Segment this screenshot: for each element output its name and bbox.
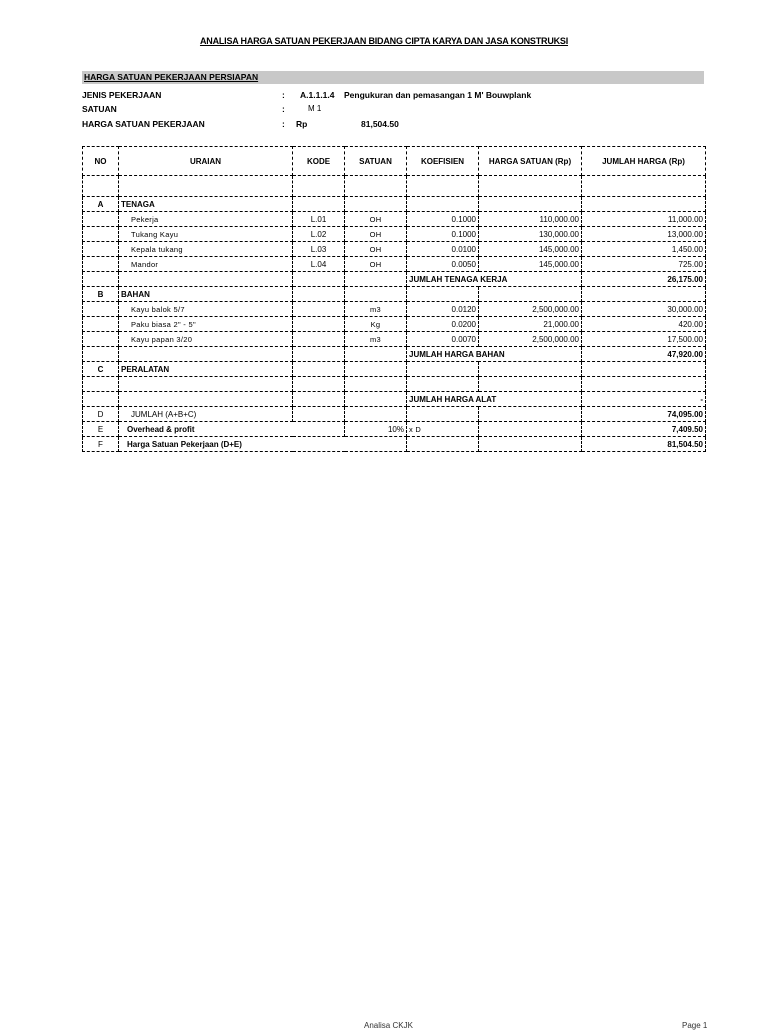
summary-e-no: E: [83, 422, 119, 437]
bahan-total-label: JUMLAH HARGA BAHAN: [407, 347, 582, 362]
item-koefisien: 0.0200: [407, 317, 479, 332]
header-satuan: SATUAN: [345, 147, 407, 176]
summary-f-value: 81,504.50: [582, 437, 706, 452]
item-kode: L.01: [293, 212, 345, 227]
item-satuan: OH: [345, 242, 407, 257]
item-koefisien: 0.1000: [407, 227, 479, 242]
alat-total-value: -: [582, 392, 706, 407]
item-harga: 21,000.00: [479, 317, 582, 332]
item-harga: 110,000.00: [479, 212, 582, 227]
document-title: ANALISA HARGA SATUAN PEKERJAAN BIDANG CIPTA KARYA DAN JASA KONSTRUKSI: [199, 36, 569, 46]
item-harga: 2,500,000.00: [479, 302, 582, 317]
tenaga-total-label: JUMLAH TENAGA KERJA: [407, 272, 582, 287]
footer-sheet-name: Analisa CKJK: [364, 1021, 413, 1030]
jenis-label: JENIS PEKERJAAN: [82, 90, 162, 100]
tenaga-heading-row: [83, 197, 706, 212]
summary-e-row: [83, 422, 706, 437]
item-jumlah: 11,000.00: [582, 212, 706, 227]
item-name: Kayu papan 3/20: [119, 332, 293, 347]
item-harga: 130,000.00: [479, 227, 582, 242]
item-kode: L.02: [293, 227, 345, 242]
harga-value: 81,504.50: [361, 119, 399, 129]
bahan-heading-row: [83, 287, 706, 302]
item-jumlah: 420.00: [582, 317, 706, 332]
item-satuan: OH: [345, 257, 407, 272]
item-name: Kepala tukang: [119, 242, 293, 257]
item-satuan: Kg: [345, 317, 407, 332]
item-harga: 2,500,000.00: [479, 332, 582, 347]
summary-d-row: [83, 407, 706, 422]
colon: :: [282, 119, 285, 129]
bahan-total-row: [83, 347, 706, 362]
summary-e-x: x D: [407, 422, 479, 437]
summary-e-value: 7,409.50: [582, 422, 706, 437]
spacer-row: [83, 176, 706, 197]
summary-d-no: D: [83, 407, 119, 422]
item-satuan: OH: [345, 227, 407, 242]
alat-total-row: [83, 392, 706, 407]
bahan-title: BAHAN: [119, 287, 293, 302]
harga-rp: Rp: [296, 119, 308, 129]
item-kode: L.04: [293, 257, 345, 272]
header-kode: KODE: [293, 147, 345, 176]
item-name: Mandor: [119, 257, 293, 272]
bahan-total-value: 47,920.00: [582, 347, 706, 362]
item-name: Tukang Kayu: [119, 227, 293, 242]
colon: :: [282, 104, 285, 114]
summary-f-no: F: [83, 437, 119, 452]
harga-label: HARGA SATUAN PEKERJAAN: [82, 119, 205, 129]
table-row: [83, 302, 706, 317]
item-koefisien: 0.0100: [407, 242, 479, 257]
analysis-table: [82, 146, 706, 452]
section-header: HARGA SATUAN PEKERJAAN PERSIAPAN: [82, 71, 704, 84]
alat-no: C: [83, 362, 119, 377]
tenaga-no: A: [83, 197, 119, 212]
table-row: [83, 257, 706, 272]
item-satuan: m3: [345, 302, 407, 317]
item-jumlah: 13,000.00: [582, 227, 706, 242]
item-koefisien: 0.0050: [407, 257, 479, 272]
item-name: Pekerja: [119, 212, 293, 227]
table-header-row: [83, 147, 706, 176]
summary-d-label: JUMLAH (A+B+C): [119, 407, 293, 422]
table-row: [83, 317, 706, 332]
item-koefisien: 0.0070: [407, 332, 479, 347]
item-satuan: OH: [345, 212, 407, 227]
item-koefisien: 0.0120: [407, 302, 479, 317]
tenaga-total-row: [83, 272, 706, 287]
summary-f-label: Harga Satuan Pekerjaan (D+E): [119, 437, 407, 452]
bahan-no: B: [83, 287, 119, 302]
item-jumlah: 725.00: [582, 257, 706, 272]
alat-heading-row: [83, 362, 706, 377]
item-koefisien: 0.1000: [407, 212, 479, 227]
item-jumlah: 1,450.00: [582, 242, 706, 257]
item-kode: L.03: [293, 242, 345, 257]
alat-total-label: JUMLAH HARGA ALAT: [407, 392, 582, 407]
satuan-value: M 1: [308, 104, 322, 113]
item-jumlah: 17,500.00: [582, 332, 706, 347]
tenaga-title: TENAGA: [119, 197, 293, 212]
table-row: [83, 212, 706, 227]
item-name: Paku biasa 2" - 5": [119, 317, 293, 332]
item-satuan: m3: [345, 332, 407, 347]
summary-e-label: Overhead & profit: [119, 422, 345, 437]
table-row: [83, 377, 706, 392]
table-row: [83, 242, 706, 257]
jenis-desc: Pengukuran dan pemasangan 1 M' Bouwplank: [344, 90, 532, 100]
alat-title: PERALATAN: [119, 362, 293, 377]
header-harga-satuan: HARGA SATUAN (Rp): [479, 147, 582, 176]
item-name: Kayu balok 5/7: [119, 302, 293, 317]
header-uraian: URAIAN: [119, 147, 293, 176]
jenis-code: A.1.1.1.4: [300, 90, 335, 100]
item-jumlah: 30,000.00: [582, 302, 706, 317]
header-jumlah-harga: JUMLAH HARGA (Rp): [582, 147, 706, 176]
summary-f-row: [83, 437, 706, 452]
item-harga: 145,000.00: [479, 242, 582, 257]
summary-e-pct: 10%: [345, 422, 407, 437]
tenaga-total-value: 26,175.00: [582, 272, 706, 287]
satuan-label: SATUAN: [82, 104, 117, 114]
footer-page-number: Page 1: [682, 1021, 708, 1030]
table-row: [83, 332, 706, 347]
header-koefisien: KOEFISIEN: [407, 147, 479, 176]
item-harga: 145,000.00: [479, 257, 582, 272]
colon: :: [282, 90, 285, 100]
table-row: [83, 227, 706, 242]
summary-d-value: 74,095.00: [582, 407, 706, 422]
header-no: NO: [83, 147, 119, 176]
